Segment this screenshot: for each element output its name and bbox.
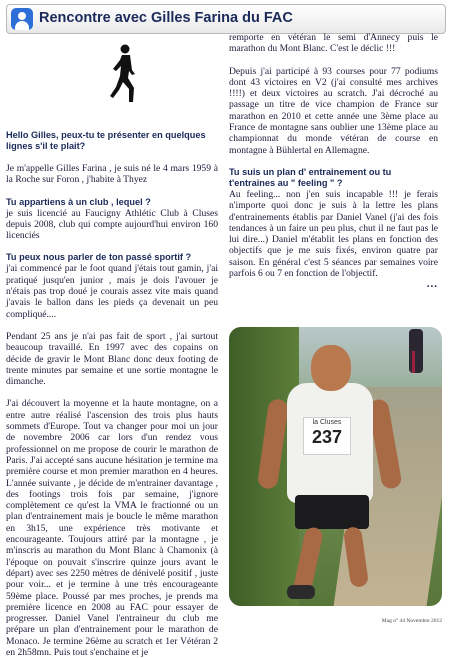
race-bib: [303, 417, 351, 455]
answer-training: Au feeling... non j'en suis incapable !!! je ferais n'importe quoi donc je suis à la lettre les plans d'entrainements établis par Daniel Vanel (j'ai des fois tendances à un faire un peu plus, chut il ne faut pas le lui dire...) Daniel m'établit les plans en fonction des objectifs que je me suis fixés, environ quatre par saison. En général c'est 5 séances par semaines voire parfois 6 ou 7 en fonction de l'objectif.: [229, 188, 438, 280]
answer-intro: Je m'appelle Gilles Farina , je suis né le 4 mars 1959 à la Roche sur Foron , j'habite à Thyez: [6, 163, 218, 186]
continued-marker: ...: [426, 278, 438, 291]
page-footer: Mag n° 44 Novembre 2012: [381, 618, 442, 624]
answer-past: j'ai commencé par le foot quand j'étais tout gamin, j'ai pratiqué jusqu'en junior , mais je dois l'avouer je n'étais pas trop doué je courais assez vite mais quand j'avais le ballon dans les pieds ça devenait un peu compliqué....: [6, 263, 218, 320]
paragraph-marathons: J'ai découvert la moyenne et la haute montagne, on a entre autre réalisé l'ascension des trois plus hauts sommets d'Europe. Tout va changer pour moi un jour de novembre 2006 car lors d'un rendez vous professionnel on me propose de courir le marathon de Paris. J'ai accepté sans aucune hésitation je termine ma première course et mon premier marathon en 4 heures. L'année suivante , je décide de m'entrainer davantage , des footings trois fois par semaine, j'ignore complètement ce qu'est la VMA le fractionné ou un plan d'entrainement mais je boucle le même marathon en 3h15, une expérience très motivante et encourageante. Toujours attiré par la montagne , je m'inscris au marathon du Mont Blanc à Chamonix (à l'époque on pouvait s'inscrire quinze jours avant le départ) avec ses 2250 mètres de dénivelé positif , juste pour voir... et je termine à une très encourageante 59ème place. Poussé par mes proches, je prends ma première licence en 2008 au FAC pour essayer de progresser. Daniel Vanel l'entraineur du club me prépare un plan d'entrainement pour le marathon de Monaco. Je termine 26ème au scratch et 1er Vétéran 2 en 2h58mn. Puis tout s'enchaine et je: [6, 398, 218, 658]
bib-label: la Cluses: [312, 419, 342, 426]
answer-club: je suis licencié au Faucigny Athlétic Club à Cluses depuis 2008, club qui compte aujourd'hui environ 160 licenciés: [6, 207, 218, 242]
user-icon: [11, 8, 33, 30]
paragraph-declic: remporte en vétéran le semi d'Annecy puis le marathon du Mont Blanc. C'est le déclic !!!: [229, 32, 438, 55]
article-header: [6, 4, 446, 34]
right-column: [229, 32, 438, 291]
paragraph-results: Depuis j'ai participé à 93 courses pour 77 podiums dont 43 victoires en V2 (j'ai consulté mes archives !!!!) et deux victoires au scratch. J'ai décroché au passage un titre de vice champion de France sur marathon en 2010 et cette année une 3ème place au France de montagne sans oublier une 13ème place au championnat du monde vétéran de course en montagne à Bühlertal en Allemagne.: [229, 65, 438, 156]
question-intro: Hello Gilles, peux-tu te présenter en quelques lignes s'il te plait?: [6, 130, 206, 151]
paragraph-mont-blanc: Pendant 25 ans je n'ai pas fait de sport , j'ai surtout beaucoup travaillé. En 1997 avec des copains on décide de gravir le Mont Blanc donc deux footing de trente minutes par semaine et une sortie montagne le dimanche.: [6, 330, 218, 388]
runner-silhouette-icon: [108, 44, 140, 104]
article-title: Rencontre avec Gilles Farina du FAC: [39, 10, 293, 26]
runner-photo: [229, 327, 442, 606]
question-training: Tu suis un plan d' entrainement ou tu t'entraines au " feeling " ?: [229, 166, 392, 188]
question-club: Tu appartiens à un club , lequel ?: [6, 196, 151, 207]
left-column: [6, 130, 218, 658]
bib-number: 237: [311, 427, 343, 447]
question-past: Tu peux nous parler de ton passé sportif ?: [6, 252, 192, 263]
